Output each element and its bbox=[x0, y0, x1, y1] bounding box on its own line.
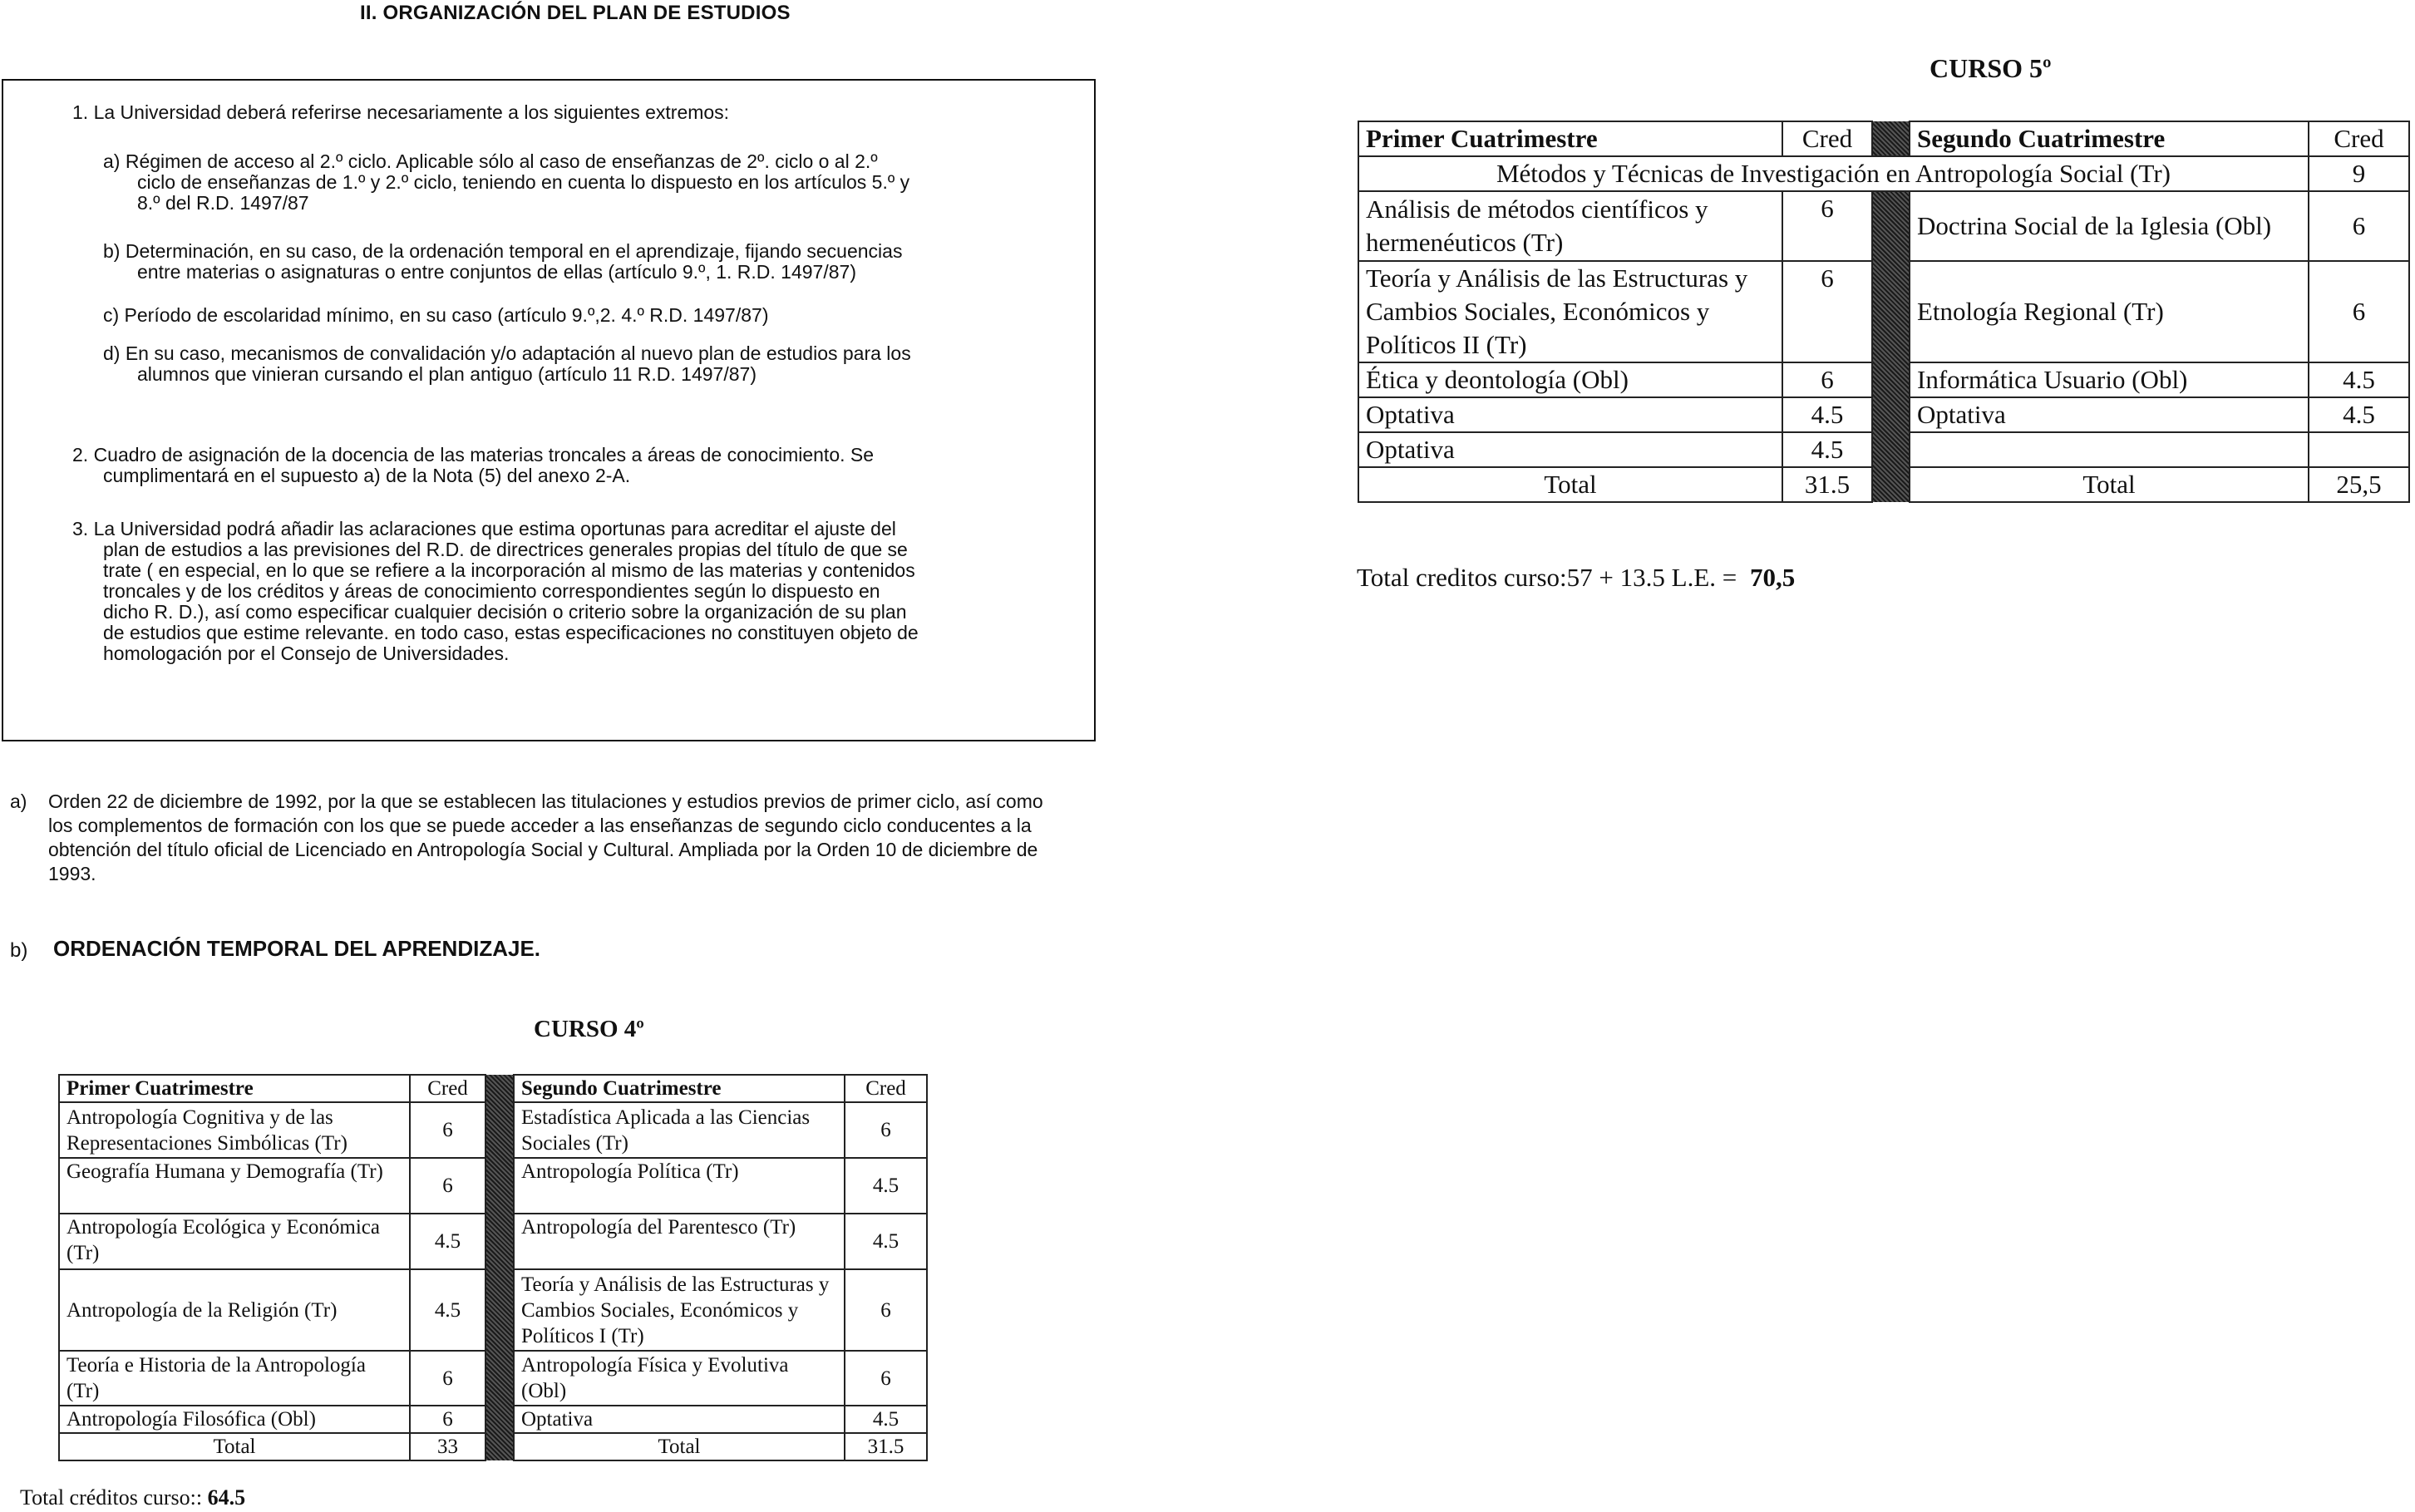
instruction-b-line: entre materias o asignaturas o entre conjuntos de ellas (artículo 9.º, 1. R.D. 1497/87) bbox=[137, 261, 856, 283]
instruction-d-line: d) En su caso, mecanismos de convalidación y/o adaptación al nuevo plan de estudios para los bbox=[103, 342, 911, 364]
instruction-a-line: ciclo de enseñanzas de 1.º y 2.º ciclo, teniendo en cuenta lo dispuesto en los artículos 5.º y bbox=[137, 171, 910, 193]
curso4-caption: CURSO 4º bbox=[534, 1016, 644, 1042]
note-b-title: ORDENACIÓN TEMPORAL DEL APRENDIZAJE. bbox=[53, 936, 541, 961]
subject-cell: Antropología Ecológica y Económica (Tr) bbox=[59, 1214, 410, 1269]
cred-cell: 4.5 bbox=[845, 1214, 927, 1269]
cred-cell: 4.5 bbox=[845, 1158, 927, 1214]
instruction-item-3-line: trate ( en especial, en lo que se refiere a la incorporación al mismo de las materias y contenidos bbox=[103, 559, 915, 581]
cred-cell: 6 bbox=[410, 1406, 485, 1433]
subject-cell: Optativa bbox=[1358, 397, 1782, 432]
cred-cell: 4.5 bbox=[1782, 432, 1872, 467]
section-heading: II. ORGANIZACIÓN DEL PLAN DE ESTUDIOS bbox=[360, 2, 791, 24]
cred-cell: 4.5 bbox=[2309, 397, 2409, 432]
cred-cell: 4.5 bbox=[410, 1214, 485, 1269]
subject-cell: Antropología Filosófica (Obl) bbox=[59, 1406, 410, 1433]
instructions-box bbox=[2, 79, 1096, 741]
total-label: Total bbox=[59, 1433, 410, 1460]
subject-cell bbox=[1910, 432, 2309, 467]
cred-cell: 4.5 bbox=[410, 1269, 485, 1351]
cred-cell: 6 bbox=[845, 1351, 927, 1406]
subject-cell: Ética y deontología (Obl) bbox=[1358, 362, 1782, 397]
subject-cell: Teoría y Análisis de las Estructuras y Cambios Sociales, Económicos y Políticos I (Tr) bbox=[514, 1269, 845, 1351]
header-cred: Cred bbox=[410, 1075, 485, 1102]
subject-cell: Estadística Aplicada a las Ciencias Sociales (Tr) bbox=[514, 1102, 845, 1158]
header-second-semester: Segundo Cuatrimestre bbox=[514, 1075, 845, 1102]
note-a-line: 1993. bbox=[48, 863, 96, 884]
span-subject-cell: Métodos y Técnicas de Investigación en Antropología Social (Tr) bbox=[1358, 156, 2309, 191]
cred-cell bbox=[2309, 432, 2409, 467]
subject-cell: Antropología del Parentesco (Tr) bbox=[514, 1214, 845, 1269]
cred-cell: 6 bbox=[845, 1102, 927, 1158]
curso5-total-text: Total creditos curso:57 + 13.5 L.E. = bbox=[1357, 563, 1737, 592]
header-cred: Cred bbox=[1782, 121, 1872, 156]
column-separator bbox=[1872, 121, 1910, 156]
note-a-line: los complementos de formación con los que se puede acceder a las enseñanzas de segundo ciclo conducentes a la bbox=[48, 815, 1032, 836]
total-value: 31.5 bbox=[845, 1433, 927, 1460]
header-first-semester: Primer Cuatrimestre bbox=[1358, 121, 1782, 156]
total-label: Total bbox=[1910, 467, 2309, 502]
cred-cell: 4.5 bbox=[1782, 397, 1872, 432]
table-row bbox=[1358, 191, 2409, 261]
note-b-marker: b) bbox=[10, 939, 28, 962]
instruction-d-line: alumnos que vinieran cursando el plan antiguo (artículo 11 R.D. 1497/87) bbox=[137, 363, 757, 385]
instruction-b-line: b) Determinación, en su caso, de la ordenación temporal en el aprendizaje, fijando secuencias bbox=[103, 240, 903, 262]
cred-cell: 6 bbox=[1782, 191, 1872, 261]
instruction-item-2-line: 2. Cuadro de asignación de la docencia de las materias troncales a áreas de conocimiento. Se bbox=[72, 444, 875, 465]
subject-cell: Optativa bbox=[1910, 397, 2309, 432]
header-second-semester: Segundo Cuatrimestre bbox=[1910, 121, 2309, 156]
subject-cell: Antropología Cognitiva y de las Representaciones Simbólicas (Tr) bbox=[59, 1102, 410, 1158]
cred-cell: 6 bbox=[1782, 362, 1872, 397]
table-span-row bbox=[1358, 156, 2409, 191]
cred-cell: 6 bbox=[410, 1158, 485, 1214]
cred-cell: 6 bbox=[1782, 261, 1872, 362]
column-separator bbox=[485, 1075, 514, 1460]
subject-cell: Informática Usuario (Obl) bbox=[1910, 362, 2309, 397]
cred-cell: 4.5 bbox=[845, 1406, 927, 1433]
curso5-total-value: 70,5 bbox=[1750, 563, 1796, 592]
total-value: 31.5 bbox=[1782, 467, 1872, 502]
instruction-item-2-line: cumplimentará en el supuesto a) de la Nota (5) del anexo 2-A. bbox=[103, 465, 631, 486]
cred-cell: 6 bbox=[410, 1351, 485, 1406]
curso5-caption: CURSO 5º bbox=[1930, 53, 2052, 83]
subject-cell: Optativa bbox=[1358, 432, 1782, 467]
table-header-row bbox=[59, 1075, 927, 1102]
subject-cell: Geografía Humana y Demografía (Tr) bbox=[59, 1158, 410, 1214]
subject-cell: Etnología Regional (Tr) bbox=[1910, 261, 2309, 362]
cred-cell: 9 bbox=[2309, 156, 2409, 191]
total-value: 25,5 bbox=[2309, 467, 2409, 502]
cred-cell: 6 bbox=[2309, 191, 2409, 261]
instruction-a-line: a) Régimen de acceso al 2.º ciclo. Aplicable sólo al caso de enseñanzas de 2º. ciclo o al 2.º bbox=[103, 150, 878, 172]
instruction-item-3-line: plan de estudios a las previsiones del R.D. de directrices generales propias del título de que se bbox=[103, 539, 908, 560]
instruction-item-3-line: 3. La Universidad podrá añadir las aclaraciones que estima oportunas para acreditar el ajuste del bbox=[72, 518, 896, 539]
curso5-total-line bbox=[1357, 563, 1795, 593]
subject-cell: Antropología Física y Evolutiva (Obl) bbox=[514, 1351, 845, 1406]
header-cred: Cred bbox=[2309, 121, 2409, 156]
cred-cell: 6 bbox=[410, 1102, 485, 1158]
instruction-item-3-line: de estudios que estime relevante. en todo caso, estas especificaciones no constituyen objeto de bbox=[103, 622, 919, 643]
table-header-row bbox=[1358, 121, 2409, 156]
column-separator bbox=[1872, 191, 1910, 502]
curso5-table bbox=[1358, 121, 2410, 503]
instruction-item-3-line: homologación por el Consejo de Universidades. bbox=[103, 643, 510, 664]
curso4-total-value: 64.5 bbox=[207, 1485, 246, 1510]
instruction-a-line: 8.º del R.D. 1497/87 bbox=[137, 192, 309, 214]
cred-cell: 6 bbox=[845, 1269, 927, 1351]
note-a-marker: a) bbox=[10, 790, 27, 812]
subject-cell: Teoría e Historia de la Antropología (Tr) bbox=[59, 1351, 410, 1406]
instruction-c-line: c) Período de escolaridad mínimo, en su caso (artículo 9.º,2. 4.º R.D. 1497/87) bbox=[103, 304, 769, 326]
curso4-table bbox=[58, 1074, 928, 1461]
total-label: Total bbox=[1358, 467, 1782, 502]
instruction-item-3-line: troncales y de los créditos y áreas de conocimiento correspondientes según lo dispuesto en bbox=[103, 580, 880, 602]
subject-cell: Doctrina Social de la Iglesia (Obl) bbox=[1910, 191, 2309, 261]
total-value: 33 bbox=[410, 1433, 485, 1460]
note-a-line: Orden 22 de diciembre de 1992, por la que se establecen las titulaciones y estudios previos de primer ciclo, así como bbox=[48, 790, 1043, 812]
subject-cell: Optativa bbox=[514, 1406, 845, 1433]
subject-cell: Antropología Política (Tr) bbox=[514, 1158, 845, 1214]
total-label: Total bbox=[514, 1433, 845, 1460]
subject-cell: Análisis de métodos científicos y hermenéuticos (Tr) bbox=[1358, 191, 1782, 261]
subject-cell: Antropología de la Religión (Tr) bbox=[59, 1269, 410, 1351]
note-a-line: obtención del título oficial de Licenciado en Antropología Social y Cultural. Ampliada por la Orden 10 de diciembre de bbox=[48, 839, 1038, 860]
instruction-item-3-line: dicho R. D.), así como especificar cualquier decisión o criterio sobre la organización de su plan bbox=[103, 601, 907, 623]
curso4-total-text: Total créditos curso:: bbox=[20, 1485, 203, 1510]
curso4-total-line bbox=[20, 1485, 245, 1510]
header-cred: Cred bbox=[845, 1075, 927, 1102]
cred-cell: 4.5 bbox=[2309, 362, 2409, 397]
header-first-semester: Primer Cuatrimestre bbox=[59, 1075, 410, 1102]
subject-cell: Teoría y Análisis de las Estructuras y Cambios Sociales, Económicos y Políticos II (Tr) bbox=[1358, 261, 1782, 362]
cred-cell: 6 bbox=[2309, 261, 2409, 362]
instruction-item-1: 1. La Universidad deberá referirse necesariamente a los siguientes extremos: bbox=[72, 101, 730, 123]
